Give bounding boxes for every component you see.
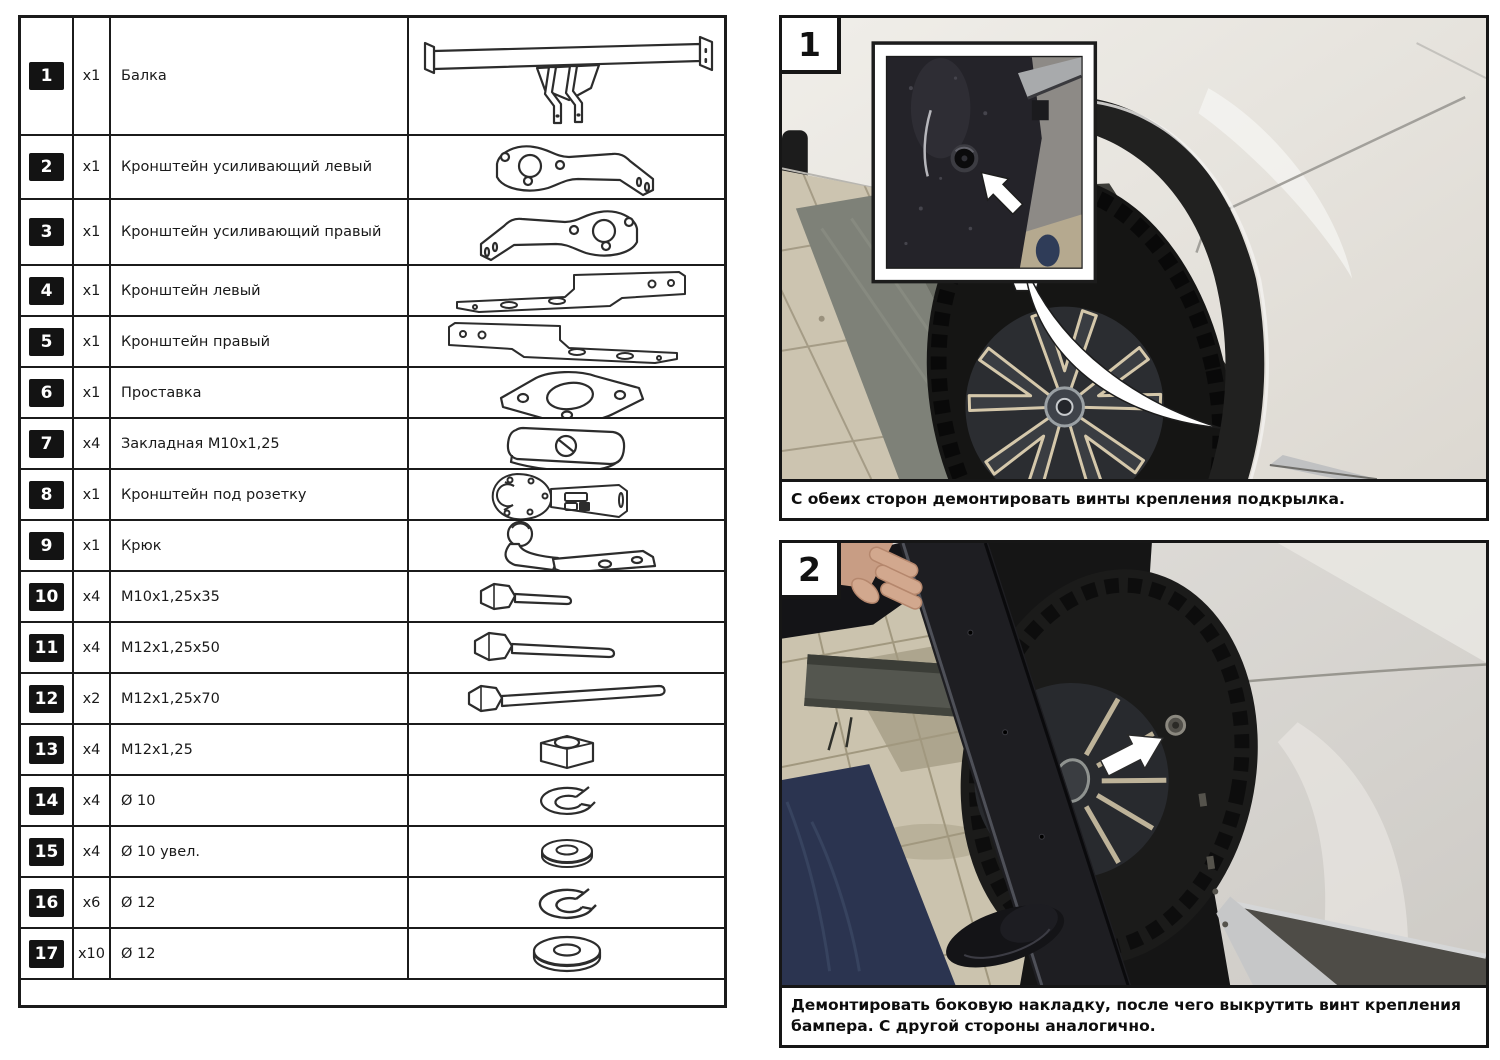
step-panel-1: [779, 15, 1489, 521]
part-name: Кронштейн правый: [111, 317, 409, 366]
step-1-caption: С обеих сторон демонтировать винты крепления подкрылка.: [782, 479, 1486, 518]
part-qty: x4: [74, 725, 111, 774]
part-number-badge: 6: [29, 379, 64, 407]
part-qty: x4: [74, 776, 111, 825]
part-qty: x2: [74, 674, 111, 723]
step-1-photo: [782, 18, 1486, 479]
part-number-badge: 2: [29, 153, 64, 181]
table-row: [21, 317, 724, 368]
part-name: Балка: [111, 18, 409, 134]
part-name: Кронштейн усиливающий правый: [111, 200, 409, 264]
step-2-caption: Демонтировать боковую накладку, после чего выкрутить винт крепления бампера. С другой стороны аналогично.: [782, 985, 1486, 1045]
part-qty: x1: [74, 317, 111, 366]
part-name: Кронштейн под розетку: [111, 470, 409, 519]
step-number-badge: 2: [782, 543, 841, 599]
part-name: Ø 10 увел.: [111, 827, 409, 876]
step-number-badge: 1: [782, 18, 841, 74]
table-row: [21, 200, 724, 266]
part-number-badge: 3: [29, 218, 64, 246]
part-drawing-bolt-long: [409, 674, 724, 723]
part-qty: x6: [74, 878, 111, 927]
part-name: М12х1,25х50: [111, 623, 409, 672]
part-drawing-beam: [409, 18, 724, 134]
part-name: М10х1,25х35: [111, 572, 409, 621]
part-drawing-reinforcing-bracket-right: [409, 200, 724, 264]
part-drawing-reinforcing-bracket-left: [409, 136, 724, 198]
table-row: [21, 878, 724, 929]
part-drawing-step-bracket-right: [409, 317, 724, 366]
part-qty: x4: [74, 572, 111, 621]
part-number-badge: 13: [29, 736, 64, 764]
part-qty: x4: [74, 827, 111, 876]
part-number-badge: 11: [29, 634, 64, 662]
part-drawing-spring-washer: [409, 878, 724, 927]
part-drawing-spring-washer: [409, 776, 724, 825]
step-2-photo-scene: [782, 543, 1486, 985]
part-qty: x1: [74, 368, 111, 417]
part-qty: x1: [74, 200, 111, 264]
part-number-badge: 1: [29, 62, 64, 90]
part-drawing-flat-washer-large: [409, 929, 724, 978]
part-number-badge: 16: [29, 889, 64, 917]
table-row: [21, 674, 724, 725]
part-number-badge: 12: [29, 685, 64, 713]
table-row: [21, 470, 724, 521]
part-drawing-tow-hook: [409, 521, 724, 570]
part-number-badge: 5: [29, 328, 64, 356]
part-number-badge: 15: [29, 838, 64, 866]
part-name: Кронштейн левый: [111, 266, 409, 315]
part-qty: x1: [74, 136, 111, 198]
table-row: [21, 572, 724, 623]
part-drawing-hex-nut: [409, 725, 724, 774]
table-row: [21, 725, 724, 776]
table-row: [21, 266, 724, 317]
table-row: [21, 929, 724, 980]
table-row: [21, 623, 724, 674]
table-row: [21, 419, 724, 470]
parts-table: [18, 15, 727, 1008]
part-qty: x10: [74, 929, 111, 978]
part-qty: x1: [74, 266, 111, 315]
step-1-photo-scene: [782, 18, 1486, 479]
part-qty: x4: [74, 623, 111, 672]
part-name: Кронштейн усиливающий левый: [111, 136, 409, 198]
part-number-badge: 7: [29, 430, 64, 458]
part-number-badge: 9: [29, 532, 64, 560]
part-qty: x1: [74, 470, 111, 519]
part-name: Закладная М10х1,25: [111, 419, 409, 468]
part-name: Крюк: [111, 521, 409, 570]
part-number-badge: 14: [29, 787, 64, 815]
part-drawing-bolt-short: [409, 572, 724, 621]
part-drawing-bolt-medium: [409, 623, 724, 672]
part-number-badge: 17: [29, 940, 64, 968]
part-qty: x4: [74, 419, 111, 468]
part-drawing-socket-bracket: [409, 470, 724, 519]
inset-zoom: [873, 43, 1095, 282]
part-number-badge: 10: [29, 583, 64, 611]
part-drawing-step-bracket-left: [409, 266, 724, 315]
table-row: [21, 368, 724, 419]
table-row-empty: [21, 980, 724, 1005]
part-number-badge: 4: [29, 277, 64, 305]
part-drawing-spacer-plate: [409, 368, 724, 417]
table-row: [21, 18, 724, 136]
part-name: Проставка: [111, 368, 409, 417]
part-qty: x1: [74, 521, 111, 570]
part-number-badge: 8: [29, 481, 64, 509]
part-qty: x1: [74, 18, 111, 134]
step-2-photo: [782, 543, 1486, 985]
step-panel-2: [779, 540, 1489, 1048]
part-name: Ø 12: [111, 878, 409, 927]
table-row: [21, 827, 724, 878]
part-drawing-threaded-insert: [409, 419, 724, 468]
part-name: Ø 12: [111, 929, 409, 978]
table-row: [21, 521, 724, 572]
part-name: Ø 10: [111, 776, 409, 825]
part-name: М12х1,25: [111, 725, 409, 774]
table-row: [21, 776, 724, 827]
table-row: [21, 136, 724, 200]
part-drawing-flat-washer: [409, 827, 724, 876]
part-name: М12х1,25х70: [111, 674, 409, 723]
